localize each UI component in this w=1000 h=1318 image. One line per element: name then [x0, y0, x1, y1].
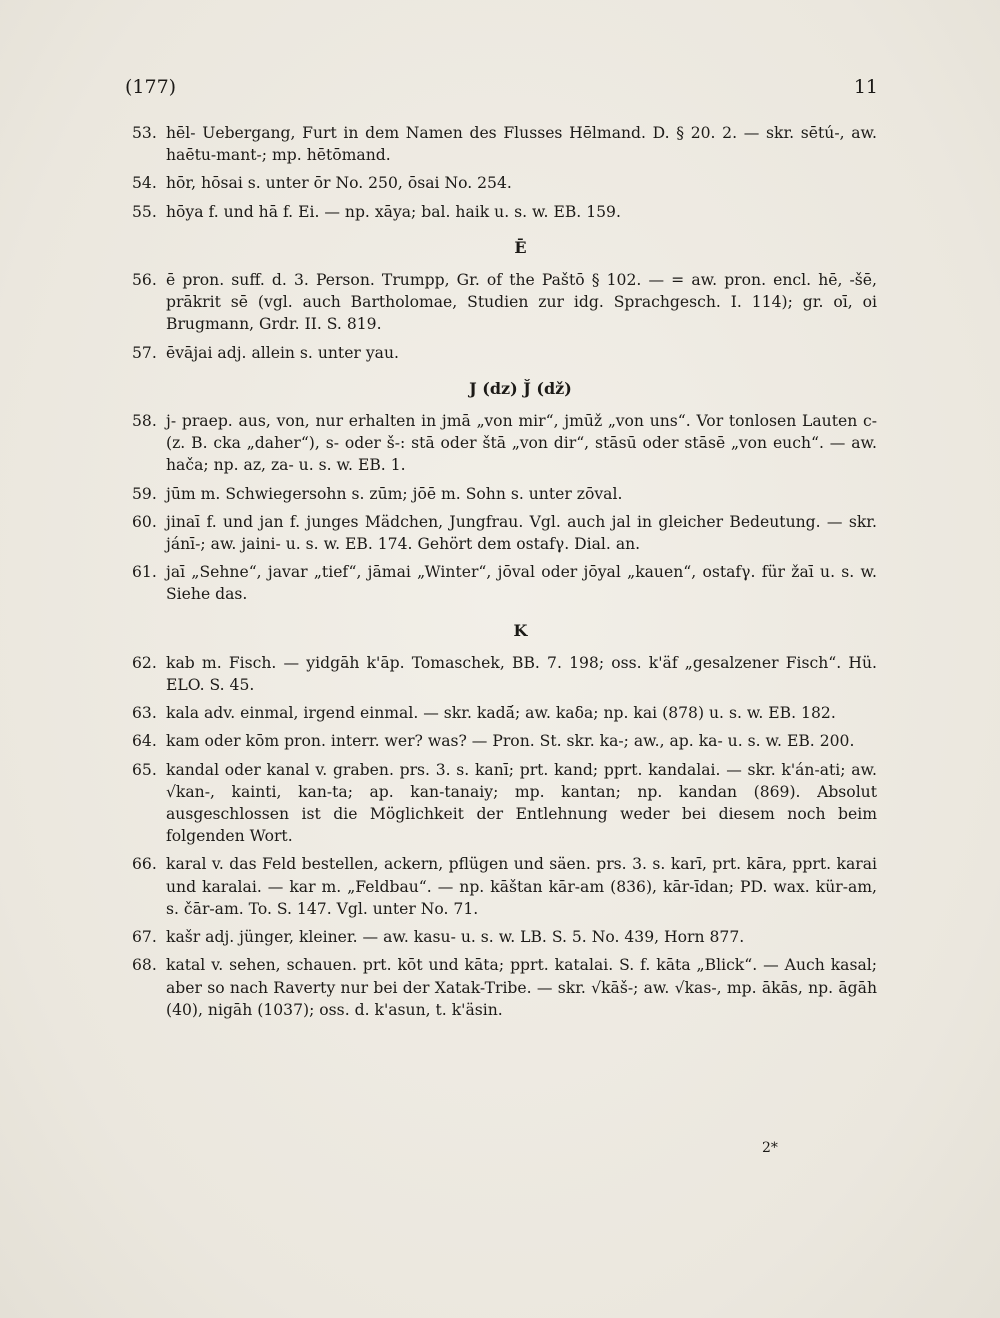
- entry-text: hēl- Uebergang, Furt in dem Namen des Flusses Hēlmand. D. § 20. 2. — skr. sētú-, aw. haētu-mant-; mp. hētōmand.: [166, 124, 877, 165]
- section-letter-heading: J (dz) J̌ (dž): [469, 378, 572, 398]
- dictionary-entries: [132, 122, 877, 1027]
- entry-text: hōya f. und hā f. Ei. — np. xāya; bal. haik u. s. w. EB. 159.: [166, 202, 621, 221]
- entry-number: 55.: [132, 202, 157, 221]
- entry-text: jūm m. Schwiegersohn s. zūm; jōē m. Sohn s. unter zōval.: [166, 484, 623, 503]
- entry-text: ēvājai adj. allein s. unter yau.: [166, 343, 399, 362]
- entry-text: kala adv. einmal, irgend einmal. — skr. kadā́; aw. kaδa; np. kai (878) u. s. w. EB. 182.: [166, 704, 836, 723]
- section-letter-heading: Ē: [514, 237, 527, 257]
- dictionary-entry: [132, 926, 877, 948]
- dictionary-entry: [132, 853, 877, 920]
- entry-number: 57.: [132, 343, 157, 362]
- dictionary-entry: [132, 561, 877, 605]
- page-header: [125, 76, 878, 98]
- dictionary-entry: [132, 730, 877, 752]
- dictionary-entry: [132, 172, 877, 194]
- dictionary-entry: [132, 201, 877, 223]
- dictionary-entry: [132, 702, 877, 724]
- entry-number: 67.: [132, 928, 157, 947]
- entry-number: 59.: [132, 484, 157, 503]
- entry-text: karal v. das Feld bestellen, ackern, pflügen und säen. prs. 3. s. karī, prt. kāra, pprt. karai und karalai. — kar m. „Feldbau“. — np. kāštan kār-am (836), kār-īdan; PD. wax. kür-am, s. čār-am. To. S. 147. Vgl. unter No. 71.: [166, 855, 877, 918]
- page-section-number: (177): [125, 76, 177, 98]
- entry-number: 53.: [132, 124, 157, 142]
- entry-text: kab m. Fisch. — yidgāh k'āp. Tomaschek, BB. 7. 198; oss. k'äf „gesalzener Fisch“. Hü. ELO. S. 45.: [166, 653, 877, 695]
- entry-text: katal v. sehen, schauen. prt. kōt und kāta; pprt. katalai. S. f. kāta „Blick“. — Auch kasal; aber so nach Raverty nur bei der Xatak-Tribe. — skr. √kāš-; aw. √kas-, mp. ākās, np. āgāh (40), nigāh (1037); oss. d. k'asun, t. k'äsin.: [166, 956, 877, 1019]
- entry-number: 58.: [132, 412, 157, 431]
- entry-number: 61.: [132, 563, 157, 582]
- entry-number: 54.: [132, 174, 157, 193]
- entry-text: jinaī f. und jan f. junges Mädchen, Jungfrau. Vgl. auch jal in gleicher Bedeutung. — skr. jánī-; aw. jaini- u. s. w. EB. 174. Gehört dem ostafγ. Dial. an.: [166, 512, 877, 554]
- dictionary-entry: [132, 269, 877, 336]
- dictionary-entry: [132, 122, 877, 166]
- dictionary-entry: [132, 483, 877, 505]
- section-letter-heading: K: [513, 620, 528, 640]
- entry-text: kašr adj. jünger, kleiner. — aw. kasu- u. s. w. LB. S. 5. No. 439, Horn 877.: [166, 928, 745, 947]
- entry-number: 68.: [132, 956, 157, 975]
- dictionary-entry: [132, 410, 877, 477]
- dictionary-entry: [132, 652, 877, 696]
- dictionary-entry: [132, 342, 877, 364]
- entry-text: kam oder kōm pron. interr. wer? was? — Pron. St. skr. ka-; aw., ap. ka- u. s. w. EB. 200.: [166, 732, 855, 751]
- entry-text: ē pron. suff. d. 3. Person. Trumpp, Gr. of the Paštō § 102. — = aw. pron. encl. hē, -šē, prākrit sē (vgl. auch Bartholomae, Studien zur idg. Sprachgesch. I. 114); gr. oī, oi Brugmann, Grdr. II. S. 819.: [166, 271, 877, 334]
- entry-text: hōr, hōsai s. unter ōr No. 250, ōsai No. 254.: [166, 174, 512, 193]
- entry-number: 60.: [132, 512, 157, 531]
- dictionary-entry: [132, 759, 877, 848]
- dictionary-entry: [132, 511, 877, 555]
- entry-number: 65.: [132, 760, 157, 779]
- entry-text: jaī „Sehne“, javar „tief“, jāmai „Winter“, jōval oder jōyal „kauen“, ostafγ. für žaī u. s. w. Siehe das.: [166, 563, 877, 604]
- entry-number: 63.: [132, 704, 157, 723]
- dictionary-entry: [132, 954, 877, 1021]
- entry-number: 62.: [132, 653, 157, 672]
- entry-number: 64.: [132, 732, 157, 751]
- entry-number: 66.: [132, 855, 157, 874]
- entry-text: kandal oder kanal v. graben. prs. 3. s. kanī; prt. kand; pprt. kandalai. — skr. k'án-ati; aw. √kan-, kainti, kan-ta; ap. kan-tanaiy; mp. kantan; np. kandan (869). Absolut ausgeschlossen ist die Möglichkeit der Entlehnung weder bei diesem noch beim folgenden Wort.: [166, 760, 877, 846]
- entry-text: j- praep. aus, von, nur erhalten in jmā „von mir“, jmūž „von uns“. Vor tonlosen Lauten c- (z. B. cka „daher“), s- oder š-: stā oder štā „von dir“, stāsū oder stāsē „von euch“. — aw. hača; np. az, za- u. s. w. EB. 1.: [166, 412, 877, 475]
- page-number: 11: [853, 76, 878, 98]
- entry-number: 56.: [132, 271, 157, 290]
- printer-signature: 2*: [762, 1140, 778, 1156]
